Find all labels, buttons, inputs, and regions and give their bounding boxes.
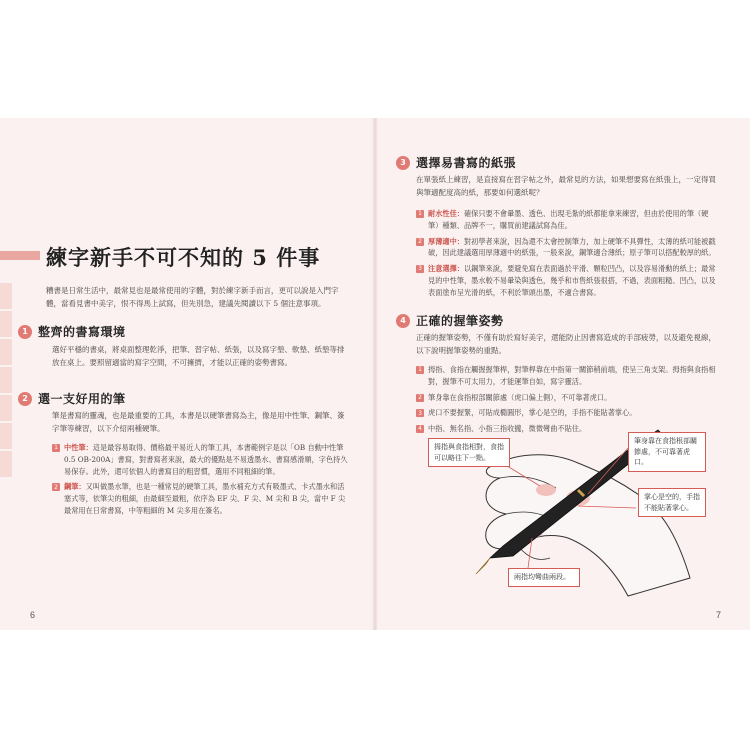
list-item [416, 364, 716, 388]
pen-type-list [52, 442, 350, 521]
list-item [416, 407, 716, 419]
list-text: 筆身靠在食指根部關節處（虎口偏上側），不可靠著虎口。 [428, 392, 612, 402]
section-number-badge: 2 [18, 392, 32, 406]
list-text: 拇指、食指在觸握握筆桿，對筆桿靠在中指第一關節稍前端，使呈三角支架。拇指與食指相對，握筆不可太用力，才能運筆自如，寫字靈活。 [428, 365, 716, 386]
callout-thumb-index: 拇指與食指相對，食指可以略往下一點。 [428, 438, 510, 467]
list-number-badge: 1 [416, 366, 424, 374]
callout-pen-body: 筆身靠在食指根部關節處，不可靠著虎口。 [628, 432, 706, 472]
section-1-title: 整齊的書寫環境 [38, 325, 126, 339]
section-number-badge: 4 [396, 314, 410, 328]
page-number-right: 7 [716, 610, 722, 620]
section-2-heading [18, 390, 126, 407]
chapter-title: 練字新手不可不知的 5 件事 [46, 245, 321, 270]
term-label: 中性筆： [64, 443, 93, 452]
section-2-title: 選一支好用的筆 [38, 392, 126, 406]
list-item [416, 208, 716, 232]
list-number-badge: 1 [416, 210, 424, 218]
list-number-badge: 3 [416, 265, 424, 273]
list-number-badge: 2 [416, 394, 424, 402]
section-3-body: 在單張紙上練習，是直接寫在習字帖之外，最常見的方法，如果想要寫在紙張上，一定得買與筆適配度高的紙，那要如何選紙呢？ [416, 175, 716, 197]
section-number-badge: 1 [18, 325, 32, 339]
term-label: 厚薄適中： [428, 236, 464, 246]
section-2-body: 筆是書寫的靈魂，也是最重要的工具，本書是以硬筆書寫為主，像是用中性筆、鋼筆、簽字筆等練習，以下介紹兩種硬筆。 [52, 411, 345, 433]
list-text: 中指、無名指、小指三指收攏，微微彎曲不貼住。 [428, 424, 587, 434]
pen-grip-illustration [428, 428, 708, 598]
term-description: 對初學者來說，因為還不太會控制筆力，加上硬筆不具彈性，太薄的紙可能被戳破，因此建議選用厚薄適中的紙張，一般來說，鋼筆適合薄紙；原子筆可以搭配較厚的紙。 [428, 236, 716, 258]
left-page [0, 118, 374, 630]
term-label: 注意選擇： [428, 264, 464, 274]
accent-bar [0, 251, 40, 260]
list-number-badge: 2 [416, 238, 424, 246]
list-item [52, 442, 350, 477]
section-number-badge: 3 [396, 156, 410, 170]
term-description: 這是最容易取得、價格最平易近人的筆工具，本書範例字是以「OB 自動中性筆 0.5 OB-200A」書寫，對書寫者來說，最大的優點是不易透墨水、書寫感滑順，字色持久易保存。此外，還可依個人的書寫目的粗習慣，選用不同粗細的筆。 [64, 443, 348, 476]
callout-palm: 掌心是空的，手指不能貼著掌心。 [638, 488, 706, 517]
term-description: 確保只要不會暈墨、透色、出現毛紮的紙都能拿來練習，但由於使用的筆（硬筆）種類、品牌不一，購買前建議試寫為佳。 [428, 209, 709, 230]
term-description: 又叫做墨水筆，也是一種常見的硬筆工具，墨水補充方式有吸墨式、卡式墨水和活塞式等，依筆尖的粗細，由最細至最粗，依序為 EF 尖、F 尖、M 尖和 B 尖，當中 F 尖最常用在日常書寫，中等粗細的 M 尖多用在簽名。 [64, 482, 346, 515]
paper-tips-list [416, 208, 716, 303]
list-item [416, 263, 716, 298]
section-4-heading [396, 312, 504, 329]
list-number-badge: 2 [52, 483, 60, 491]
list-item [52, 481, 350, 516]
term-description: 以鋼筆來說，要避免寫在表面過於平滑、顆粒凹凸，以及容易滑動的紙上；最常見的中性筆，墨水較不易暈染與透色，幾乎和市售紙張很搭，不過，表面粗糙、凹凸，以及表面塗布呈光滑的紙，不利於筆頭出墨，不適合書寫。 [428, 264, 716, 297]
section-1-heading [18, 323, 126, 340]
callout-fingers: 兩指均彎曲兩段。 [508, 568, 580, 587]
term-label: 耐水性佳： [428, 209, 464, 218]
section-4-title: 正確的握筆姿勢 [416, 314, 504, 328]
list-item [416, 236, 716, 260]
section-4-body: 正確的握筆姿勢，不僅有助於寫好美字，還能防止因書寫造成的手部疲勞，以及避免視線，以下說明握筆姿勢的重點。 [416, 333, 716, 355]
section-3-title: 選擇易書寫的紙張 [416, 156, 517, 170]
section-1-body: 選好平穩的書桌，將桌面整理乾淨，把筆、習字帖、紙張，以及寫字墊、軟墊、紙墊等排放在桌上。要照留適當的寫字空間，不可擁擠，才能以正確的姿勢書寫。 [52, 345, 345, 367]
list-number-badge: 1 [52, 444, 60, 452]
list-item [416, 392, 716, 404]
list-text: 虎口不要握緊，可貼成橢圓形，掌心是空的，手指不能貼著掌心。 [428, 408, 637, 418]
page-number-left: 6 [30, 610, 36, 620]
term-label: 鋼筆： [64, 482, 86, 492]
intro-paragraph: 糟書是日常生活中，最常見也是最常使用的字體，對於練字新手而言，更可以說是入門字體，當看見書中美字，恨不得馬上試寫，但先別急，建議先閱讀以下 5 個注意事項。 [46, 286, 339, 308]
section-3-heading [396, 154, 516, 171]
list-number-badge: 4 [416, 425, 424, 433]
side-tab-blocks [0, 283, 12, 479]
list-number-badge: 3 [416, 409, 424, 417]
